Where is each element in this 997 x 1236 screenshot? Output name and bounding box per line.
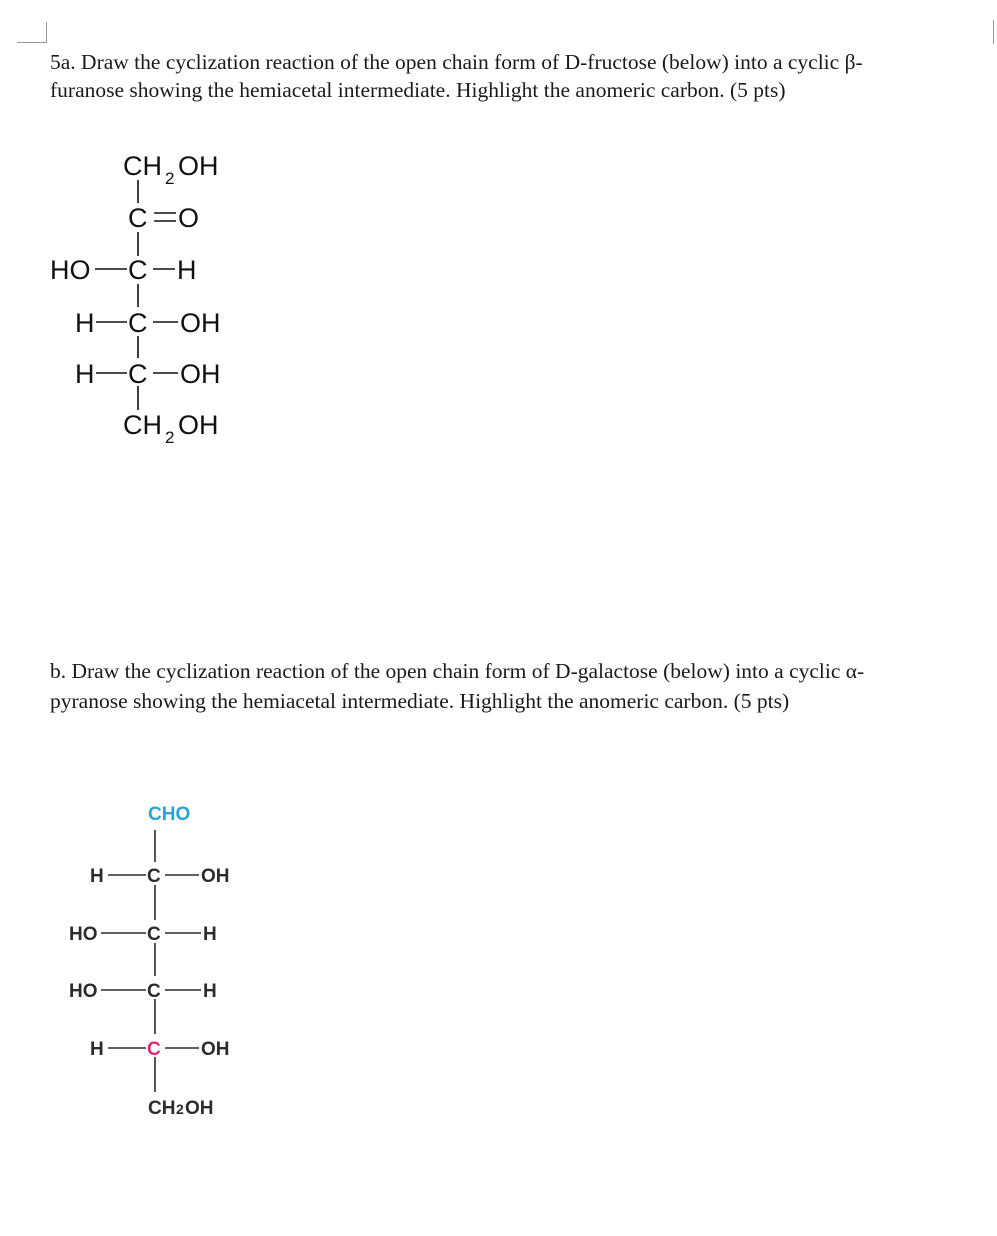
fructose-c1-subscript: 2 [165, 169, 175, 188]
fructose-c5-carbon: C [128, 359, 148, 389]
fructose-c4-left: H [75, 308, 95, 338]
galactose-c6-oh: OH [185, 1098, 214, 1119]
fructose-c3-left: HO [50, 255, 91, 285]
galactose-c2-carbon: C [147, 866, 161, 887]
fructose-c4-right: OH [180, 308, 221, 338]
galactose-c3-right: H [203, 924, 217, 945]
fructose-c6-subscript: 2 [165, 428, 175, 447]
fructose-c3-right: H [177, 255, 197, 285]
fructose-c2-carbon: C [128, 203, 148, 233]
galactose-c3-carbon: C [147, 924, 161, 945]
galactose-c2-left: H [90, 866, 104, 887]
galactose-c5-left: H [90, 1039, 104, 1060]
galactose-c3-left: HO [69, 924, 98, 945]
fructose-c6-oh: OH [178, 410, 219, 440]
question-5b-line-1: b. Draw the cyclization reaction of the open chain form of D-galactose (below) into a cyclic α- [50, 659, 865, 683]
fructose-c4-carbon: C [128, 308, 148, 338]
galactose-c5-right: OH [201, 1039, 230, 1060]
question-5a-line-1: 5a. Draw the cyclization reaction of the open chain form of D-fructose (below) into a cyclic β- [50, 50, 863, 74]
fructose-c1-oh: OH [178, 151, 219, 181]
question-5a-line-2: furanose showing the hemiacetal intermediate. Highlight the anomeric carbon. (5 pts) [50, 78, 786, 102]
fructose-c2-oxygen: O [178, 203, 200, 233]
fructose-c3-carbon: C [128, 255, 148, 285]
fructose-c5-right: OH [180, 359, 221, 389]
fructose-c1-ch: CH [123, 151, 162, 181]
galactose-c4-left: HO [69, 981, 98, 1002]
galactose-c6-ch: CH [148, 1098, 176, 1119]
galactose-c1-cho: CHO [148, 804, 191, 825]
galactose-c6-subscript: 2 [176, 1101, 184, 1117]
galactose-c5-carbon-highlighted: C [147, 1039, 161, 1060]
fructose-c6-ch: CH [123, 410, 162, 440]
galactose-c4-carbon: C [147, 981, 161, 1002]
question-5b-line-2: pyranose showing the hemiacetal intermediate. Highlight the anomeric carbon. (5 pts) [50, 689, 790, 713]
galactose-c2-right: OH [201, 866, 230, 887]
galactose-c4-right: H [203, 981, 217, 1002]
fructose-c5-left: H [75, 359, 95, 389]
